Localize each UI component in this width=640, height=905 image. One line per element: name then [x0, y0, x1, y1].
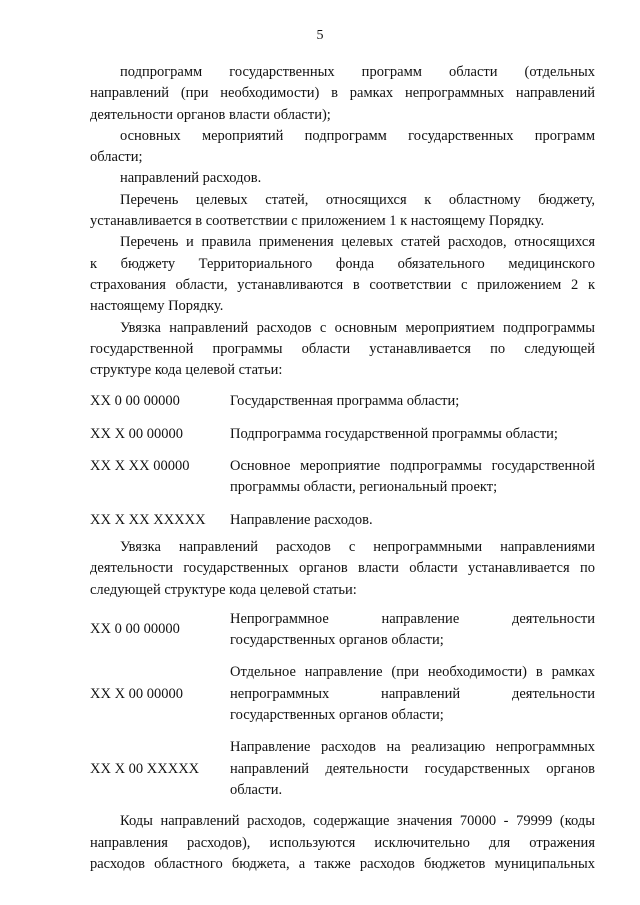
text-line: подпрограмм государственных программ области (отдельных	[120, 64, 595, 80]
text-line: деятельности государственных органов власти области устанавливается по	[90, 560, 595, 577]
code-structure-table	[90, 609, 595, 801]
code-value: XX X XX 00000	[90, 458, 190, 475]
text-line: настоящему Порядку.	[90, 298, 224, 315]
paragraph	[90, 232, 595, 317]
text-line: направлений (при необходимости) в рамках непрограммных направлений	[90, 85, 595, 102]
code-value: XX 0 00 00000	[90, 621, 180, 638]
text-line: Коды направлений расходов, содержащие значения 70000 - 79999 (коды	[120, 813, 595, 830]
paragraph	[90, 811, 595, 875]
page-number: 5	[316, 28, 324, 43]
code-value: XX 0 00 00000	[90, 393, 180, 410]
list-item: направлений расходов.	[120, 170, 262, 187]
text-line: основных мероприятий подпрограмм государственных программ	[120, 127, 595, 144]
code-value: XX X 00 XXXXX	[90, 760, 200, 777]
text-line: Увязка направлений расходов с основным мероприятием подпрограммы	[120, 319, 595, 336]
code-description: Основное мероприятие подпрограммы государственной программы области, региональный проект;	[230, 458, 595, 496]
text-line: Увязка направлений расходов с непрограммными направлениями	[120, 538, 595, 555]
text-line: устанавливается в соответствии с приложением 1 к настоящему Порядку.	[90, 213, 545, 230]
text-line: расходов областного бюджета, а также расходов бюджетов муниципальных	[90, 855, 595, 872]
text-line: направления расходов), используются исключительно для отражения	[90, 834, 595, 851]
code-description: Непрограммное направление деятельности государственных органов области;	[230, 610, 595, 649]
code-structure-table	[90, 391, 595, 530]
text-line: деятельности органов власти области);	[90, 106, 331, 123]
code-row	[90, 424, 595, 445]
code-row	[90, 391, 595, 412]
paragraph	[90, 318, 595, 382]
code-description: Отдельное направление (при необходимости) в рамках непрограммных направлений деятельности государственных органов области;	[230, 664, 595, 724]
text-line: Перечень и правила применения целевых статей расходов, относящихся	[120, 234, 595, 251]
code-description: Направление расходов на реализацию непрограммных направлений деятельности государственных органов области.	[230, 739, 595, 798]
code-description: Государственная программа области;	[230, 393, 460, 410]
code-row	[90, 609, 595, 652]
text-line: государственной программы области устанавливается по следующей	[90, 340, 595, 357]
text-line: к бюджету Территориального фонда обязательного медицинского	[90, 255, 595, 272]
code-row	[90, 510, 595, 531]
paragraph	[90, 537, 595, 601]
paragraph	[90, 190, 595, 233]
code-description: Направление расходов.	[230, 511, 373, 528]
text-line: структуре кода целевой статьи:	[90, 362, 283, 379]
code-value: XX X 00 00000	[90, 685, 184, 702]
code-value: XX X 00 00000	[90, 425, 184, 442]
code-row	[90, 737, 595, 801]
text-line: страхования области, устанавливаются в соответствии с приложением 2 к	[90, 276, 595, 293]
code-row	[90, 662, 595, 726]
text-line: следующей структуре кода целевой статьи:	[90, 581, 357, 598]
code-value: XX X XX XXXXX	[90, 511, 206, 528]
document-body	[90, 62, 595, 875]
code-description: Подпрограмма государственной программы области;	[230, 425, 558, 442]
text-line: Перечень целевых статей, относящихся к областному бюджету,	[120, 191, 595, 208]
intro-paragraph	[60, 62, 595, 126]
code-row	[90, 456, 595, 499]
list-item	[90, 126, 595, 169]
text-line: области;	[90, 149, 143, 166]
